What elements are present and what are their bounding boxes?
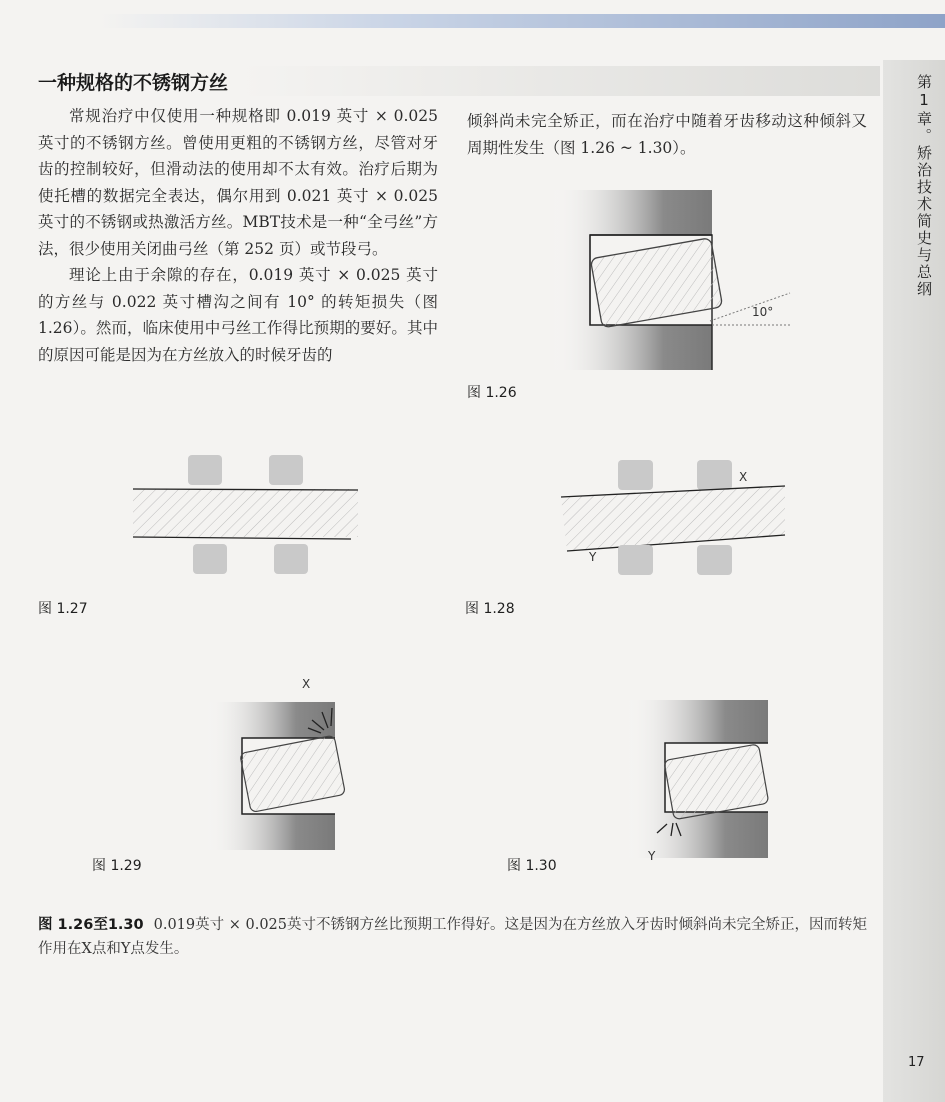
bracket-lower-right [274,544,308,574]
figure-1-26 [530,180,800,380]
bracket-lower-left [193,544,227,574]
bracket-upper-left [618,460,653,490]
body-paragraph: 倾斜尚未完全矫正，而在治疗中随着牙齿移动这种倾斜又周期性发生（图 1.26 ~ 1.30）。 [467,112,867,157]
body-column-right [467,108,867,161]
archwire-cross-section [590,238,722,328]
angle-label: 10° [752,305,774,319]
body-paragraph: 常规治疗中仅使用一种规格即 0.019 英寸 × 0.025 英寸的不锈钢方丝。曾使用更粗的不锈钢方丝，尽管对牙齿的控制较好，但滑动法的使用却不太有效。治疗后期为使托槽的数据完全表达，偶尔用到 0.021 英寸 × 0.025 英寸的不锈钢或热激活方丝。MBT技术是一种“全弓丝”方法，很少使用关闭曲弓丝（第 252 页）或节段弓。 [38,107,438,258]
figure-label-1-29: 图 1.29 [92,858,142,874]
figure-label-1-30: 图 1.30 [507,858,557,874]
page-number: 17 [908,1055,925,1070]
figure-1-29 [200,672,360,862]
figure-label-1-26: 图 1.26 [467,385,517,401]
point-y-label: Y [648,849,656,863]
bracket-lower-right [697,545,732,575]
figure-1-27 [125,452,365,577]
bracket-upper-left [188,455,222,485]
body-paragraph: 理论上由于余隙的存在，0.019 英寸 × 0.025 英寸的方丝与 0.022 英寸槽沟之间有 10° 的转矩损失（图1.26）。然而，临床使用中弓丝工作得比预期的要好。其中的原因可能是因为在方丝放入的时候牙齿的 [38,266,438,364]
point-y-label: Y [589,550,597,564]
point-x-label: X [739,470,748,484]
caption-text: 0.019英寸 × 0.025英寸不锈钢方丝比预期工作得好。这是因为在方丝放入牙齿时倾斜尚未完全矫正，因而转矩作用在X点和Y点发生。 [38,917,867,957]
bracket-upper-right [269,455,303,485]
archwire-side-view [133,489,358,537]
figure-1-30 [615,690,785,865]
bracket-upper-right [697,460,732,490]
point-x-label: X [302,677,311,691]
figure-1-28 [555,455,795,580]
header-gradient-bar [100,14,945,28]
figure-caption [38,913,868,961]
archwire-cross-section [240,735,346,812]
figure-label-1-28: 图 1.28 [465,601,515,617]
chapter-side-title: 第1章。矫治技术简史与总纲 [915,74,933,298]
heading-shade [240,66,880,96]
section-title: 一种规格的不锈钢方丝 [38,72,229,94]
body-column-left [38,103,438,368]
figure-label-1-27: 图 1.27 [38,601,88,617]
caption-label: 图 1.26至1.30 [38,917,144,933]
bracket-lower-left [618,545,653,575]
archwire-cross-section [664,744,769,820]
angle-line-upper [710,293,790,321]
